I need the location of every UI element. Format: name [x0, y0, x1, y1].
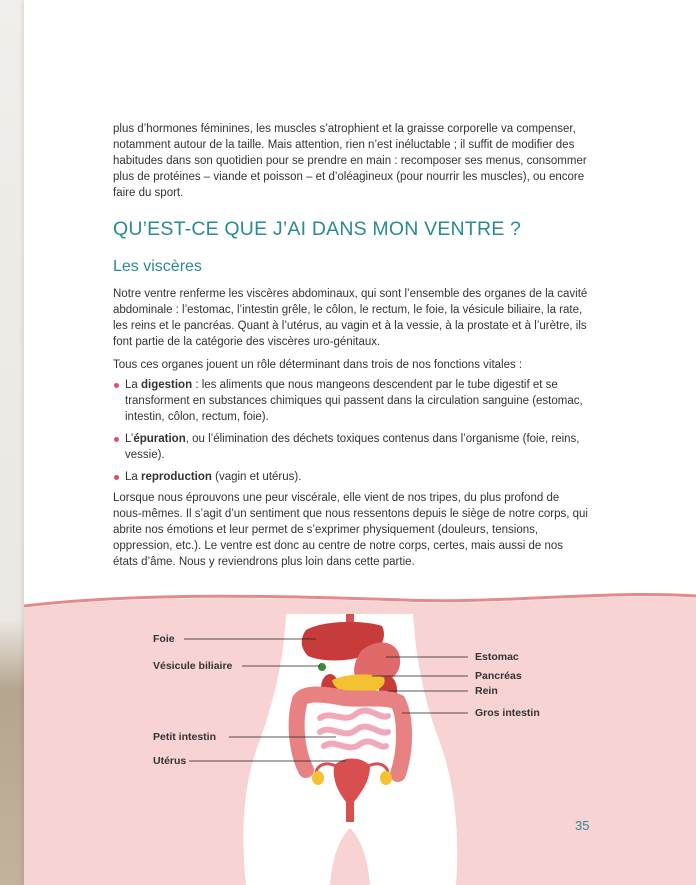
abdomen-illustration	[24, 590, 696, 885]
page-number: 35	[575, 818, 590, 833]
label-estomac: Estomac	[475, 651, 519, 663]
book-page	[24, 0, 696, 885]
gallbladder-shape	[318, 663, 326, 671]
subsection-title: Les viscères	[113, 258, 202, 275]
list-item: La digestion : les aliments que nous mangeons descendent par le tube digestif et se transforment en substances chimiques qui passent dans la circulation sanguine (estomac, intestin, côlon, rectum, foie).	[113, 377, 591, 425]
label-gros-intestin: Gros intestin	[475, 707, 540, 719]
list-item: L’épuration, ou l’élimination des déchets toxiques contenus dans l’organisme (foie, reins, vessie).	[113, 431, 591, 463]
visceral-fear-paragraph: Lorsque nous éprouvons une peur viscérale, elle vient de nos tripes, du plus profond de nous-mêmes. Il s’agit d’un sentiment que nous ressentons depuis le siège de notre corps, qui abrite nos émotions et leur permet de s’exprimer physiquement (douleurs, tensions, oppression, etc.). Le ventre est donc au centre de notre corps, certes, mais aussi de nos états d’âme. Nous y reviendrons plus loin dans cette partie.	[113, 492, 588, 568]
label-foie: Foie	[153, 633, 175, 645]
vital-functions-list	[113, 377, 591, 491]
intro-paragraph: plus d’hormones féminines, les muscles s’atrophient et la graisse corporelle va compenser, notamment autour de la taille. Mais attention, rien n’est inéluctable ; il suffit de modifier des habitudes dans son quotidien pour se prendre en main : recomposer ses menus, consommer plus de protéines – viande et poisson – et d’oléagineux (pour nourrir les muscles), ou encore faire du sport.	[113, 123, 587, 199]
background-scene	[0, 0, 26, 885]
label-petit-intestin: Petit intestin	[153, 731, 217, 743]
label-pancreas: Pancréas	[475, 670, 522, 682]
section-title: QU’EST-CE QUE J’AI DANS MON VENTRE ?	[113, 218, 522, 240]
label-uterus: Utérus	[153, 755, 187, 767]
viscera-paragraph: Notre ventre renferme les viscères abdominaux, qui sont l’ensemble des organes de la cavité abdominale : l’estomac, l’intestin grêle, le côlon, le rectum, le foie, la vésicule biliaire, la rate, les reins et le pancréas. Quant à l’utérus, au vagin et à la vessie, à la prostate et à l’urètre, ils font partie de la catégorie des viscères uro-génitaux.	[113, 288, 588, 348]
list-item: La reproduction (vagin et utérus).	[113, 469, 591, 485]
label-rein: Rein	[475, 685, 498, 697]
label-vesicule: Vésicule biliaire	[153, 660, 233, 672]
ovary-left	[312, 771, 324, 785]
functions-intro: Tous ces organes jouent un rôle déterminant dans trois de nos fonctions vitales :	[113, 359, 523, 371]
ovary-right	[380, 771, 392, 785]
